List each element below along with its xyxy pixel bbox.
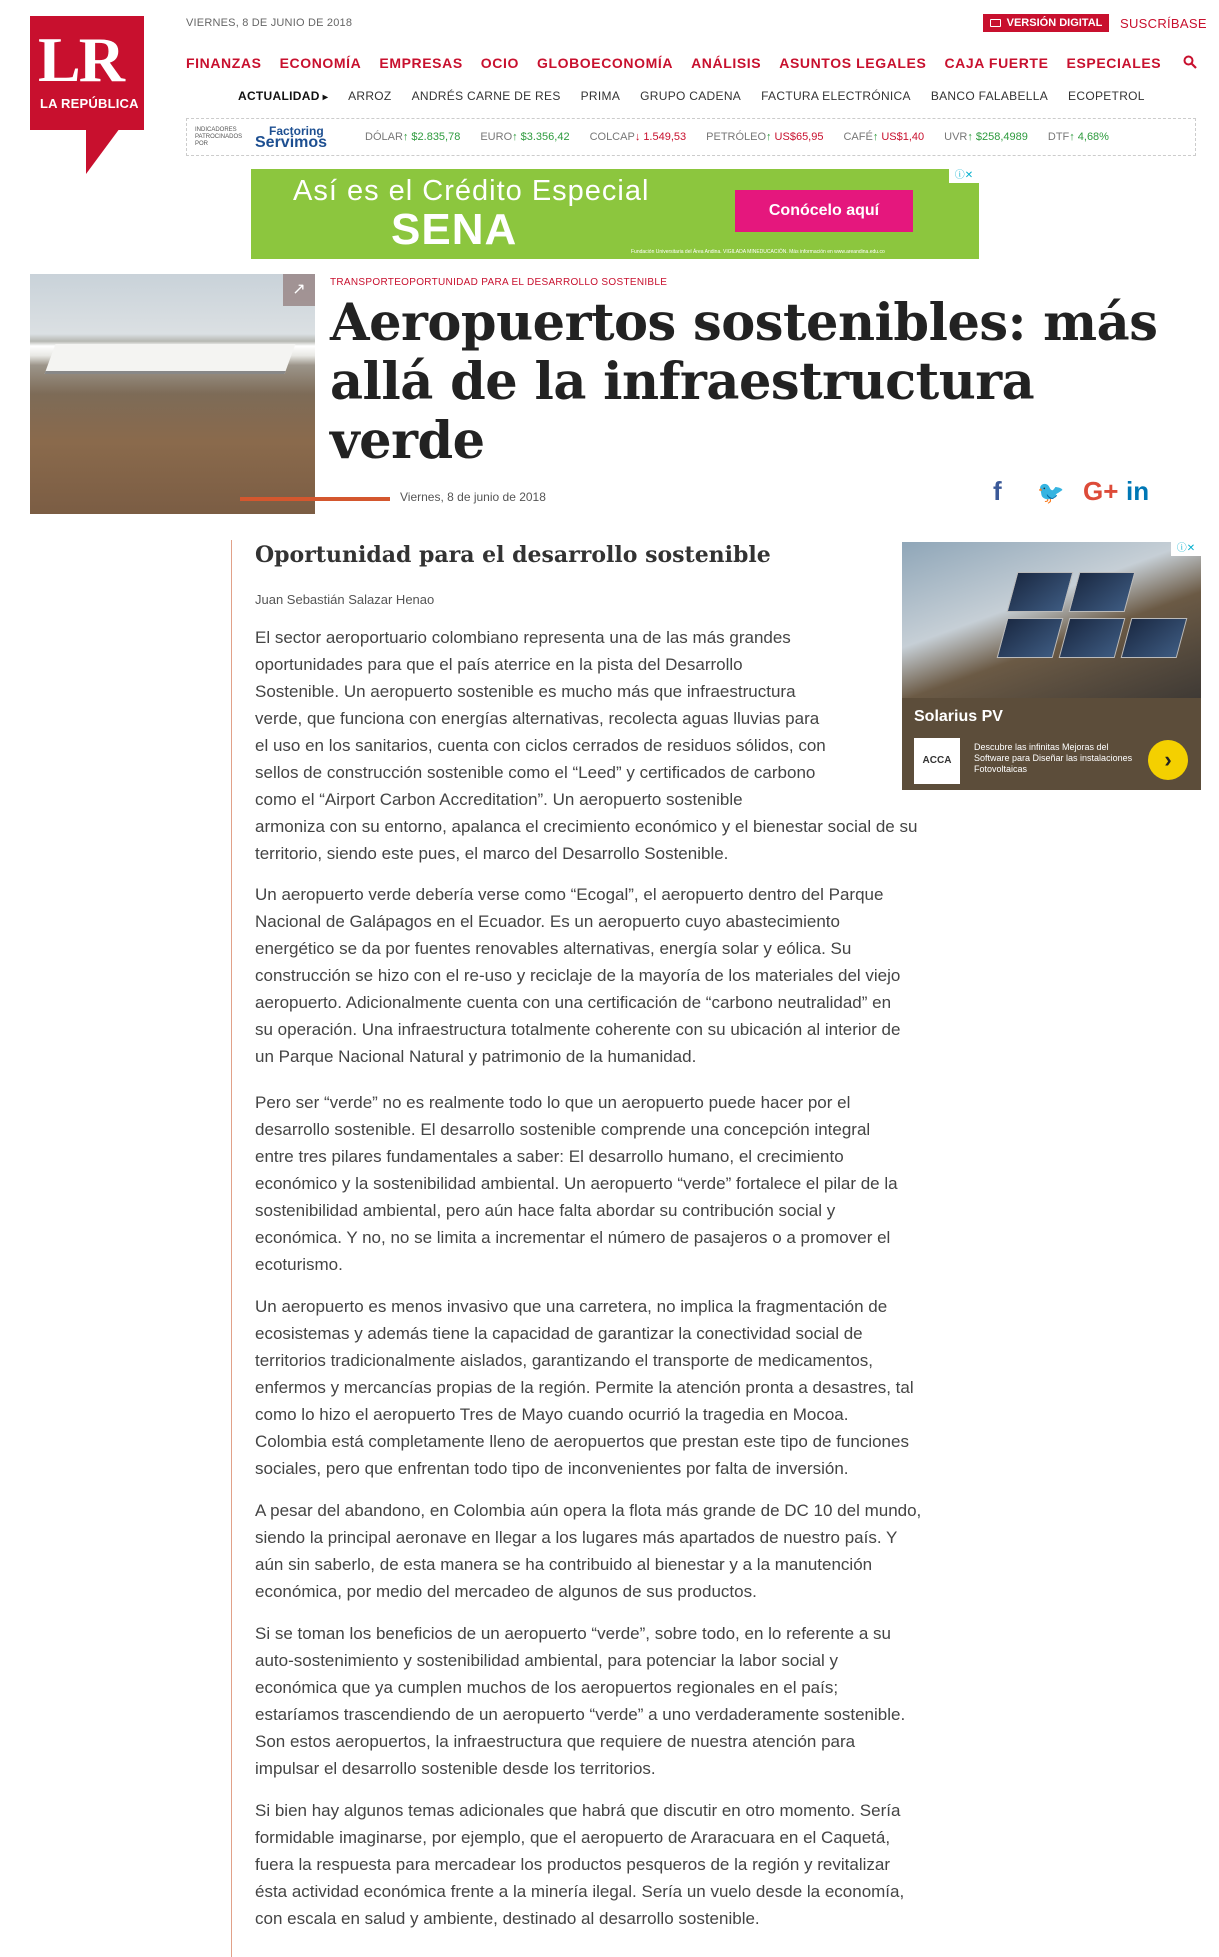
arrow-up-icon: ↑ [402,131,409,143]
header-date: VIERNES, 8 DE JUNIO DE 2018 [186,17,353,29]
nav-item-globoeconomia[interactable]: GLOBOECONOMÍA [536,55,674,71]
subnav-item-andres-carne-de-res[interactable]: ANDRÉS CARNE DE RES [411,89,561,103]
text-line: territorio, siendo este pues, el marco del Desarrollo Sostenible. [255,844,729,863]
solar-panel-shape [1007,572,1074,612]
text-line: el uso en los sanitarios, cuenta con ciclos cerrados de residuos sólidos, con [255,736,826,755]
googleplus-share-icon[interactable]: G+ [1083,476,1119,506]
article-paragraph-5 [255,1497,921,1605]
arrow-up-icon: ↑ [1069,131,1075,143]
nav-item-empresas[interactable]: EMPRESAS [379,55,463,71]
twitter-share-icon[interactable]: 🐦 [1037,480,1065,505]
text-line: fuera la respuesta para mercadear los productos pesqueros de la región y revitalizar [255,1855,891,1874]
arrow-down-icon: ↓ [634,131,641,143]
ticker-value: $258,4989 [975,131,1028,143]
banner-ad[interactable] [251,169,979,259]
ticker-name: DTF [1047,131,1070,143]
text-line: su operación. Una infraestructura totalmente coherente con su ubicación al interior de [255,1020,901,1039]
text-line: Un aeropuerto es menos invasivo que una carretera, no implica la fragmentación de [255,1297,888,1316]
text-line: como lo hizo el aeropuerto Tres de Mayo cuando ocurrió la tragedia en Mocoa. [255,1405,849,1424]
ticker-item-dolar[interactable] [365,131,460,143]
chevron-right-icon[interactable]: › [1148,740,1188,780]
text-line: aún sin saberlo, de esta manera se ha contribuido al bienestar y a la manutención [255,1555,873,1574]
side-ad-logo: ACCA [914,738,960,784]
text-line: enfermos y mercancías propias de la región. Permite la atención pronta a desastres, tal [255,1378,914,1397]
text-line: territorios tradicionalmente aislados, garantizando el transporte de medicamentos, [255,1351,873,1370]
text-line: construcción se hizo con el re-uso y reciclaje de la mayoría de los materiales del viejo [255,966,901,985]
article-kicker[interactable]: TRANSPORTEOPORTUNIDAD PARA EL DESARROLLO SOSTENIBLE [330,277,668,288]
article-date: Viernes, 8 de junio de 2018 [400,490,546,504]
ticker-name: PETRÓLEO [706,131,767,143]
ad-choices-icon[interactable]: ⓘ✕ [949,169,979,183]
subnav-item-ecopetrol[interactable]: ECOPETROL [1068,89,1145,103]
nav-item-ocio[interactable]: OCIO [480,55,519,71]
text-line: El sector aeroportuario colombiano representa una de las más grandes [255,628,791,647]
ticker-value: $2.835,78 [411,131,461,143]
article-paragraph-4 [255,1293,914,1482]
facebook-share-icon[interactable]: f [993,476,1002,506]
ticker-name: DÓLAR [365,131,403,143]
airport-roof-shape [45,344,296,374]
text-line: Pero ser “verde” no es realmente todo lo que un aeropuerto puede hacer por el [255,1093,851,1112]
text-line: Sostenible. Un aeropuerto sostenible es mucho más que infraestructura [255,682,796,701]
text-line: sellos de construcción sostenible como el “Leed” y certificados de carbono [255,763,816,782]
text-line: económica. Y no, no se limita a incrementar el número de pasajeros o a promover el [255,1228,891,1247]
solar-panel-shape [1069,572,1136,612]
text-line: ecoturismo. [255,1255,343,1274]
expand-icon[interactable]: ↗ [283,274,315,306]
side-ad[interactable] [902,542,1201,790]
subnav-item-banco-falabella[interactable]: BANCO FALABELLA [930,89,1049,103]
banner-ad-cta-button[interactable]: Conócelo aquí [735,190,913,232]
sub-nav [238,89,1165,103]
market-ticker [186,118,1196,156]
ticker-value: US$65,95 [774,131,824,143]
text-line: Un aeropuerto verde debería verse como “Ecogal”, el aeropuerto dentro del Parque [255,885,884,904]
ticker-name: COLCAP [589,131,635,143]
text-line: como el “Airport Carbon Accreditation”. Un aeropuerto sostenible [255,790,743,809]
logo-subtitle: LA REPÚBLICA [40,96,139,111]
text-line: oportunidades para que el país aterrice en la pista del Desarrollo [255,655,743,674]
ticker-value: 4,68% [1077,131,1109,143]
ticker-item-uvr[interactable] [944,131,1028,143]
text-line: ésta actividad económica frente a la minería ilegal. Sería un vuelo desde la economía, [255,1882,905,1901]
solar-panel-shape [1059,618,1126,658]
text-line: Si bien hay algunos temas adicionales que habrá que discutir en otro momento. Sería [255,1801,901,1820]
text-line: ecosistemas y además tiene la capacidad de garantizar la conectividad social de [255,1324,863,1343]
logo-text: LR [38,24,123,95]
subnav-item-actualidad[interactable]: ACTUALIDAD ▸ [238,89,328,103]
subnav-item-factura-electronica[interactable]: FACTURA ELECTRÓNICA [761,89,911,103]
text-line: entre tres pilares fundamentales a saber: El desarrollo humano, el crecimiento [255,1147,844,1166]
ticker-value: US$1,40 [881,131,925,143]
article-paragraph-6 [255,1620,905,1782]
subnav-item-grupo-cadena[interactable]: GRUPO CADENA [640,89,742,103]
article-author[interactable]: Juan Sebastián Salazar Henao [255,592,435,607]
ticker-item-colcap[interactable] [590,131,687,143]
article-left-rule [231,540,232,1957]
search-icon[interactable] [1183,55,1197,69]
banner-ad-fine-print: Fundación Universitaria del Área Andina. VIGILADA MINEDUCACIÓN. Más información en www.areandina.edu.co [631,249,885,255]
subnav-item-prima[interactable]: PRIMA [580,89,621,103]
article-paragraph-7 [255,1797,904,1932]
article-paragraph-3 [255,1089,898,1278]
sponsor-logo-line1: Factoring [269,124,324,138]
ticker-value: $3.356,42 [520,131,570,143]
text-line: un Parque Nacional Natural y patrimonio de la humanidad. [255,1047,697,1066]
sponsor-logo[interactable] [255,125,345,149]
text-line: impulsar el desarrollo sostenible desde los territorios. [255,1759,656,1778]
text-line: desarrollo sostenible. El desarrollo sostenible comprende una concepción integral [255,1120,871,1139]
nav-item-caja-fuerte[interactable]: CAJA FUERTE [944,55,1049,71]
side-ad-title: Solarius PV [914,708,1003,725]
sponsor-logo-line2: Servimos [255,134,328,151]
arrow-up-icon: ↑ [766,131,772,143]
ticker-value: 1.549,53 [643,131,687,143]
article-paragraph-2 [255,881,900,1070]
text-line: A pesar del abandono, en Colombia aún opera la flota más grande de DC 10 del mundo, [255,1501,922,1520]
nav-item-economia[interactable]: ECONOMÍA [279,55,362,71]
subscribe-link[interactable]: SUSCRÍBASE [1120,16,1207,31]
text-line: formidable imaginarse, por ejemplo, que el aeropuerto de Araracuara en el Caquetá, [255,1828,891,1847]
digital-version-label: VERSIÓN DIGITAL [1006,17,1103,29]
text-line: Colombia está completamente lleno de aeropuertos que prestan este tipo de funciones [255,1432,909,1451]
nav-item-finanzas[interactable]: FINANZAS [186,55,262,71]
date-divider [240,497,390,501]
ticker-item-petroleo[interactable] [706,131,823,143]
text-line: siendo la principal aeronave en llegar a los lugares más apartados de nuestro país. Y [255,1528,898,1547]
text-line: auto-sostenimiento y sostenibilidad ambiental, para potenciar la labor social y [255,1651,839,1670]
nav-item-asuntos-legales[interactable]: ASUNTOS LEGALES [779,55,927,71]
subnav-item-arroz[interactable]: ARROZ [348,89,392,103]
ticker-item-dtf[interactable] [1048,131,1109,143]
article-section-title: Oportunidad para el desarrollo sostenible [255,542,771,568]
text-line: sostenibilidad ambiental, pero aún hace falta abordar su contribución social y [255,1201,836,1220]
text-line: armoniza con su entorno, apalanca el crecimiento económico y el bienestar social de su [255,817,918,836]
ticker-item-euro[interactable] [480,131,569,143]
ticker-name: UVR [944,131,968,143]
ticker-name: CAFÉ [843,131,873,143]
main-nav [186,55,1179,71]
text-line: energético se da por fuentes renovables alternativas, energía solar y eólica. Su [255,939,852,958]
text-line: verde, que funciona con energías alternativas, recolecta aguas lluvias para [255,709,820,728]
ad-choices-icon[interactable]: ⓘ✕ [1171,542,1201,556]
ticker-name: EURO [480,131,513,143]
text-line: Si se toman los beneficios de un aeropuerto “verde”, sobre todo, en lo referente a su [255,1624,891,1643]
linkedin-share-icon[interactable]: in [1126,476,1150,506]
text-line: Son estos aeropuertos, la infraestructura que requiere de nuestra atención para [255,1732,856,1751]
side-ad-description: Descubre las infinitas Mejoras del Software para Diseñar las instalaciones Fotovoltaicas [974,742,1133,774]
digital-version-button[interactable] [983,14,1109,32]
article-paragraph-1 [255,624,917,867]
text-line: con escala en salud y ambiente, destinado al desarrollo sostenible. [255,1909,760,1928]
banner-ad-line2: SENA [391,205,518,254]
text-line: económica que ya cumplen muchos de los aeropuertos regionales en el país; [255,1678,839,1697]
arrow-up-icon: ↑ [872,131,879,143]
text-line: económico y la sostenibilidad ambiental. Un aeropuerto “verde” fortalece el pilar de la [255,1174,898,1193]
text-line: aeropuerto. Adicionalmente cuenta con una certificación de “carbono neutralidad” en [255,993,892,1012]
solar-panel-shape [997,618,1064,658]
arrow-up-icon: ↑ [967,131,973,143]
monitor-icon [990,19,1001,27]
site-logo[interactable] [30,16,144,130]
banner-ad-line1: Así es el Crédito Especial [293,175,650,207]
article-headline: Aeropuertos sostenibles: más allá de la infraestructura verde [330,293,1158,471]
text-line: económica, por medio del mercadeo de algunos de sus productos. [255,1582,757,1601]
solar-panel-shape [1121,618,1188,658]
nav-item-analisis[interactable]: ANÁLISIS [691,55,762,71]
text-line: sociales, pero que enfrentan todo tipo de inconvenientes por falta de inversión. [255,1459,849,1478]
ticker-item-cafe[interactable] [843,131,924,143]
arrow-up-icon: ↑ [512,131,518,143]
text-line: Nacional de Galápagos en el Ecuador. Es un aeropuerto cuyo abastecimiento [255,912,840,931]
nav-item-especiales[interactable]: ESPECIALES [1066,55,1162,71]
text-line: estaríamos trascendiendo de un aeropuerto “verde” a uno verdaderamente sostenible. [255,1705,906,1724]
ticker-sponsor-label: INDICADORES PATROCINADOS POR [195,126,243,147]
article-hero-image[interactable] [30,274,315,514]
